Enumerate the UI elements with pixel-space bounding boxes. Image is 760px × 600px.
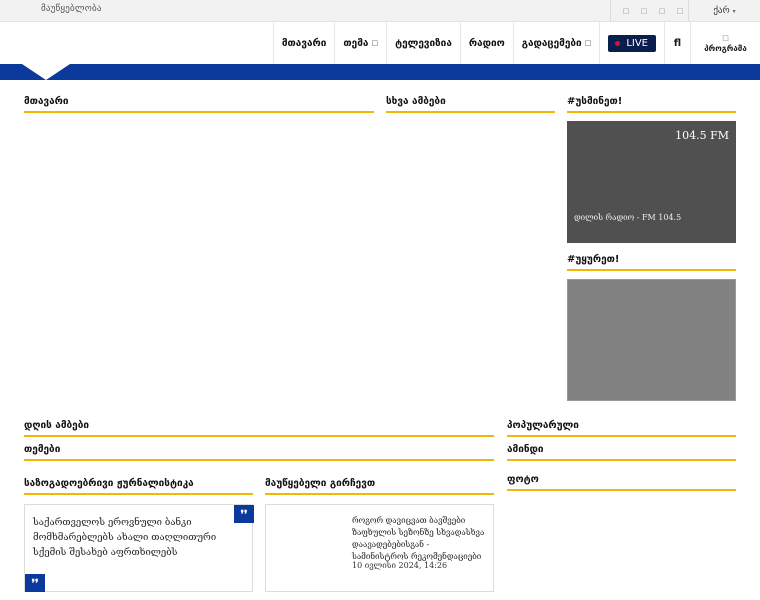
top-bar [0, 0, 760, 22]
nav-item-programs[interactable] [513, 22, 600, 64]
section-heading-listen: #უსმინეთ! [567, 96, 736, 113]
chevron-down-icon: ▾ [732, 7, 736, 15]
dropdown-icon: □ [584, 39, 592, 47]
live-button[interactable]: LIVE [608, 35, 656, 52]
nav-item-label: ტელევიზია [395, 37, 452, 49]
radio-program-name: დილის რადიო - FM 104.5 [574, 213, 682, 222]
nav-item-label: რადიო [468, 37, 505, 49]
section-heading-public-journalism[interactable]: საზოგადოებრივი ჟურნალისტიკა [24, 478, 253, 495]
radio-player[interactable] [567, 121, 736, 243]
header-band [0, 64, 760, 80]
advice-card-date: 10 ივლისი 2024, 14:26 [352, 561, 448, 570]
section-heading-photo[interactable]: ფოტო [507, 474, 736, 491]
radio-frequency: 104.5 FM [675, 129, 729, 142]
quote-icon: ❜❜ [25, 574, 45, 592]
section-heading-topics[interactable]: თემები [24, 444, 494, 461]
language-label: ქარ [713, 6, 730, 16]
facebook-icon[interactable]: □ [622, 7, 630, 15]
nav-item-topic[interactable] [334, 22, 386, 64]
program-label: პროგრამა [704, 43, 747, 53]
live-wrapper [599, 22, 664, 64]
instagram-icon[interactable]: □ [676, 7, 684, 15]
quote-icon: ❜❜ [234, 505, 254, 523]
advice-card[interactable] [265, 504, 494, 592]
section-heading-popular: პოპულარული [507, 420, 736, 437]
band-notch [22, 64, 70, 80]
section-heading-main[interactable]: მთავარი [24, 96, 374, 113]
main-nav [273, 22, 760, 64]
nav-item-main[interactable] [273, 22, 335, 64]
broadcaster-brand-link[interactable]: მაუწყებლობა [41, 4, 102, 14]
video-player[interactable] [567, 279, 736, 401]
section-heading-watch: #უყურეთ! [567, 254, 736, 271]
dropdown-icon: □ [371, 39, 379, 47]
program-icon: □ [722, 33, 729, 42]
nav-item-label: მთავარი [281, 37, 327, 49]
nav-item-label: თემა [343, 37, 369, 49]
social-links [610, 0, 689, 22]
twitter-icon[interactable]: □ [640, 7, 648, 15]
program-button[interactable] [690, 22, 760, 64]
main-header [0, 22, 760, 64]
youtube-icon[interactable]: □ [658, 7, 666, 15]
nav-item-television[interactable] [386, 22, 460, 64]
journalism-card[interactable] [24, 504, 253, 592]
section-heading-day-news[interactable]: დღის ამბები [24, 420, 494, 437]
search-icon[interactable]: fl [664, 22, 690, 64]
nav-item-radio[interactable] [460, 22, 513, 64]
section-heading-other-news[interactable]: სხვა ამბები [386, 96, 555, 113]
nav-item-label: გადაცემები [521, 37, 582, 49]
section-heading-broadcaster-advises[interactable]: მაუწყებელი გირჩევთ [265, 478, 494, 495]
advice-card-title[interactable]: როგორ დავიცვათ ბავშვები ზაფხულის სეზონზე სხვადასხვა დაავადებებისგან - სამინისტროს რეკომენდაციები [352, 516, 485, 561]
section-heading-weather[interactable]: ამინდი [507, 444, 736, 461]
language-selector[interactable] [688, 0, 760, 22]
journalism-card-title[interactable]: საქართველოს ეროვნული ბანკი მომხმარებლებს ახალი თაღლითური სქემის შესახებ აფრთხილებს [33, 517, 217, 558]
